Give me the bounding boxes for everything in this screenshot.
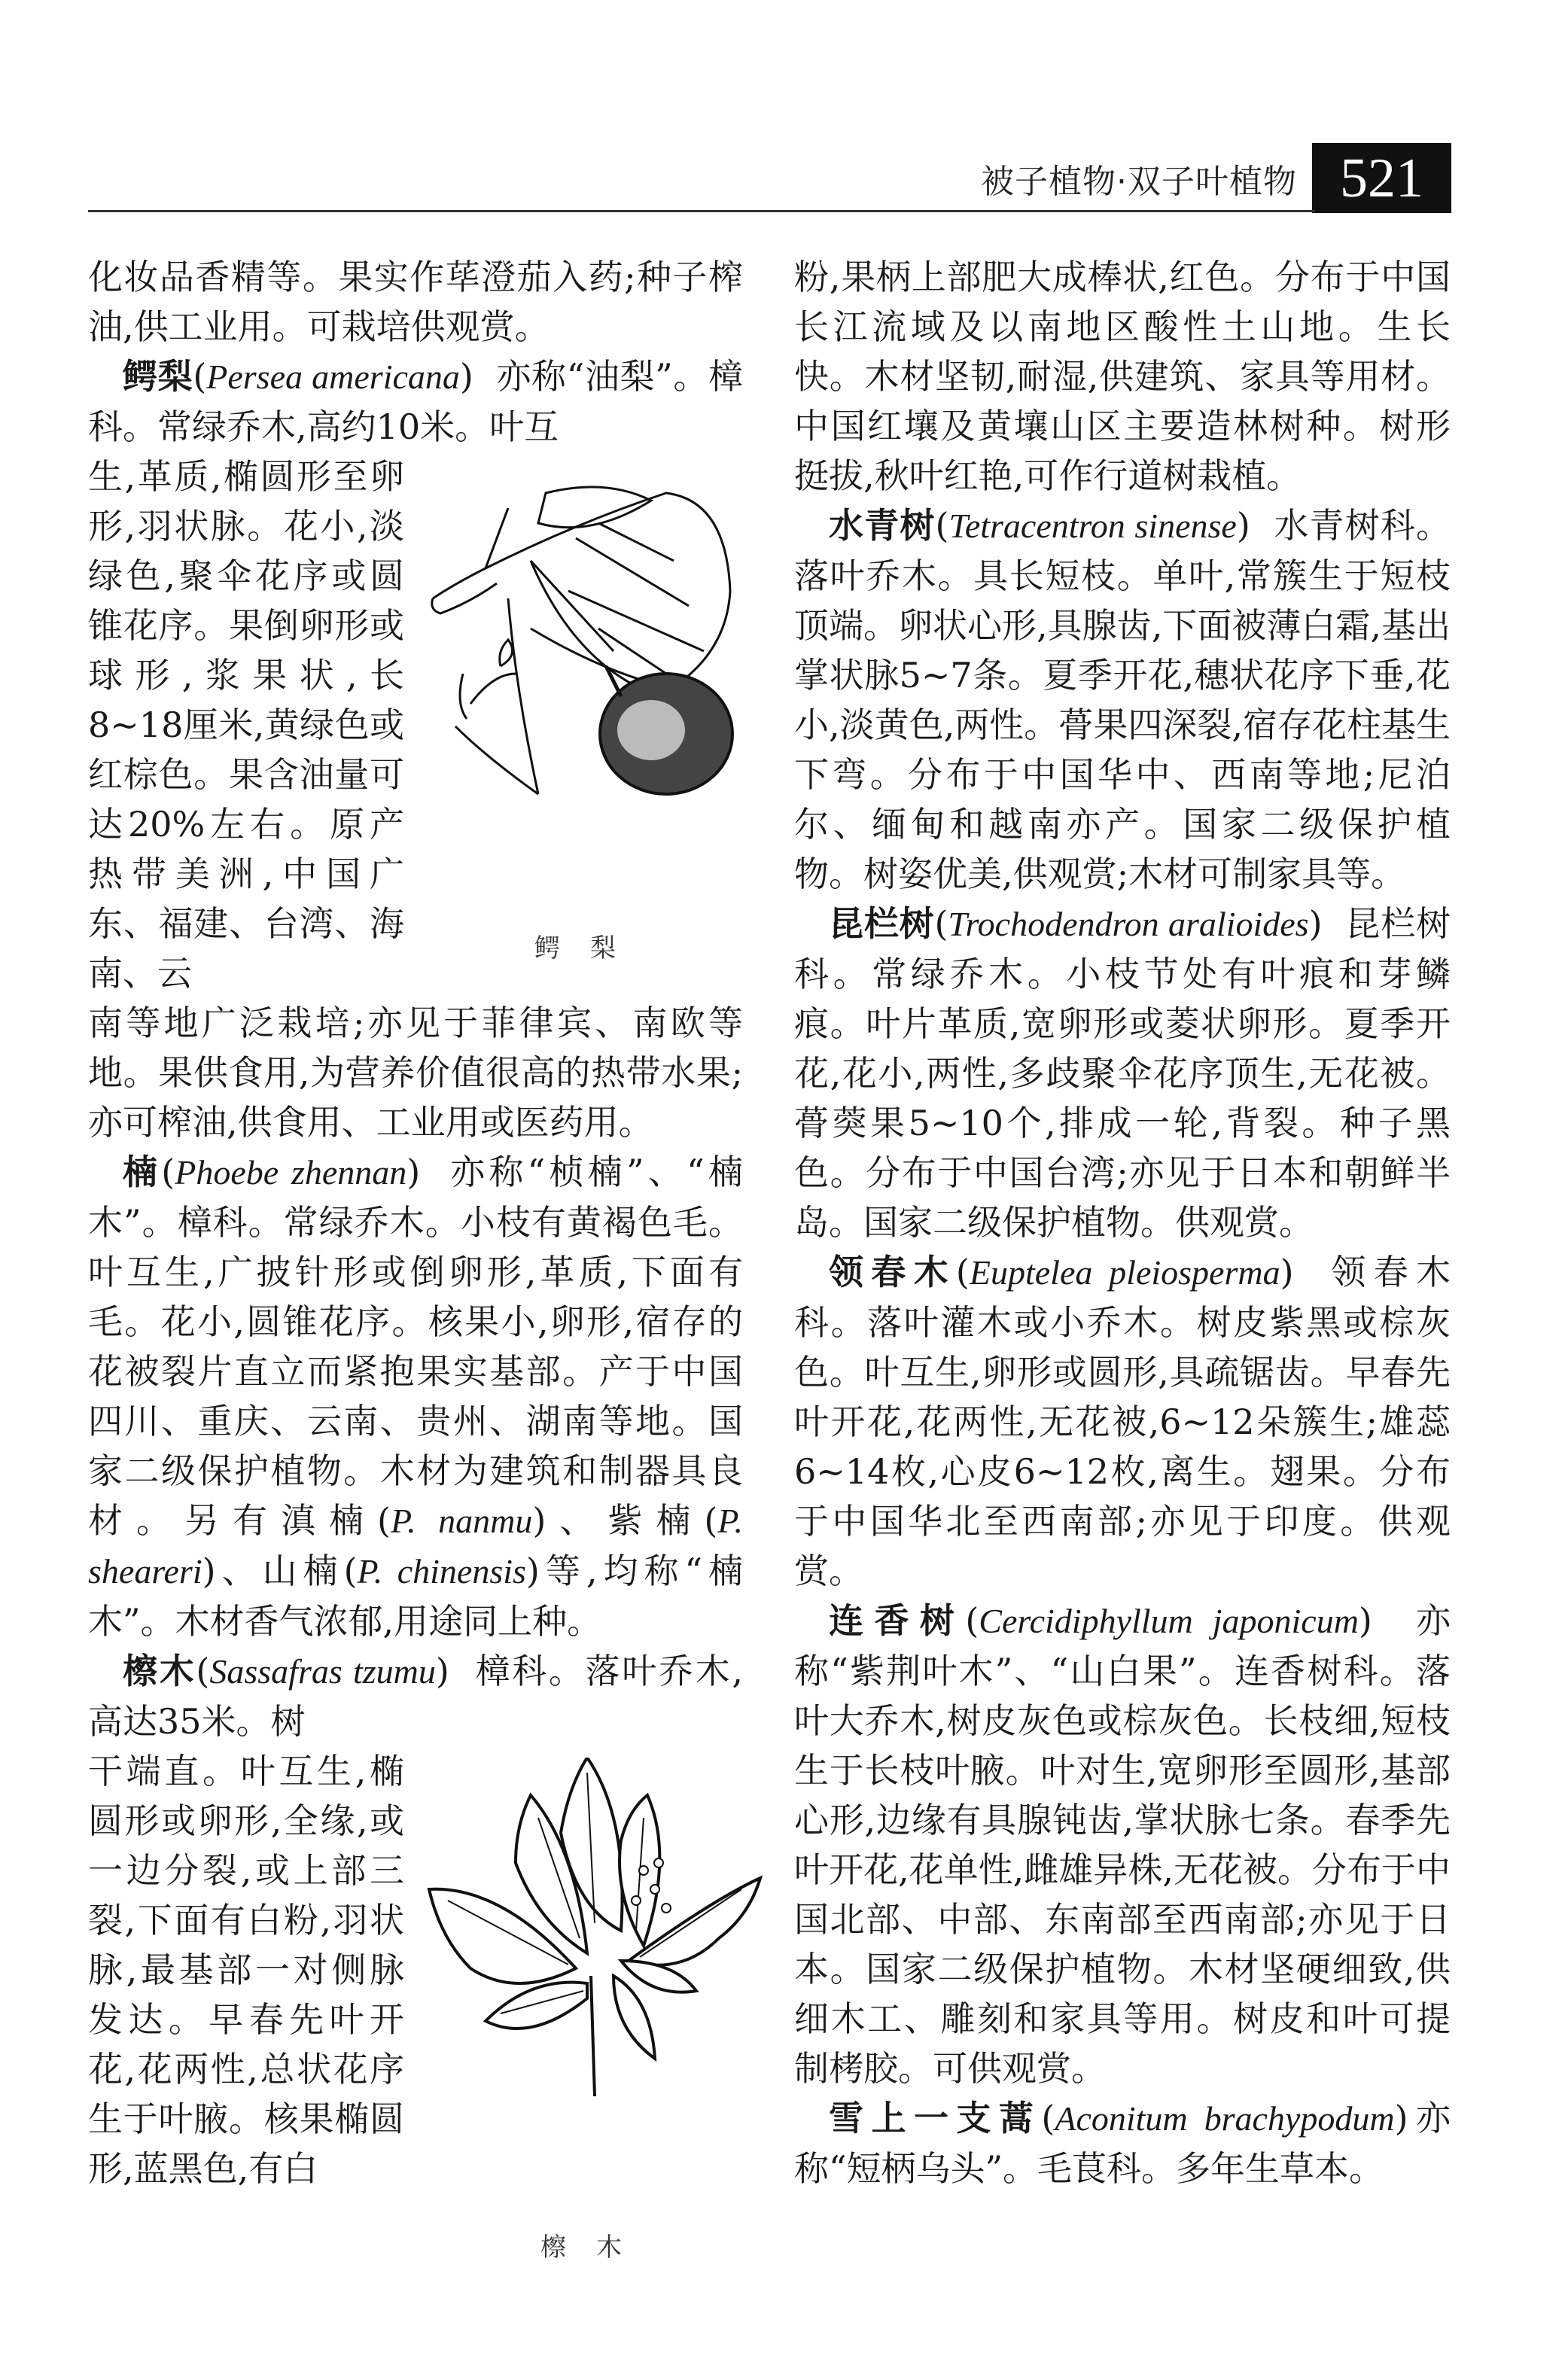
entry-title: 雪上一支蒿 [829, 2098, 1042, 2138]
entry-sassafras-wrapped-text: 干端直。叶互生,椭圆形或卵形,全缘,或一边分裂,或上部三裂,下面有白粉,羽状脉,最基部一对侧脉发达。早春先叶开花,花两性,总状花序生于叶腋。核果椭圆形,蓝黑色,有白 [88, 1751, 404, 2189]
avocado-illustration [425, 478, 741, 809]
entry-title: 鳄梨 [123, 356, 193, 397]
latin-name: Tetracentron sinense [948, 507, 1237, 545]
latin-name: Aconitum brachypodum [1055, 2099, 1395, 2138]
page-number-box [1312, 143, 1451, 213]
entry-avocado-heading-line: 鳄梨(Persea americana) 亦称“油梨”。樟科。常绿乔木,高约10米。叶互 [88, 356, 743, 447]
entry-text: 亦称“桢楠”、“楠木”。樟科。常绿乔木。小枝有黄褐色毛。叶互生,广披针形或倒卵形,革质,下面有毛。花小,圆锥花序。核果小,卵形,宿存的花被裂片直立而紧抱果实基部。产于中国四川、重庆、云南、贵州、湖南等地。国家二级保护植物。木材为建筑和制器具良材。另有滇楠( [88, 1152, 743, 1541]
entry-title: 楠 [123, 1152, 162, 1192]
entry-euptelea: 领春木(Euptelea pleiosperma) 领春木科。落叶灌木或小乔木。树皮紫黑或棕灰色。叶互生,卵形或圆形,具疏锯齿。早春先叶开花,花两性,无花被,6~12朵簇生;雄蕊6~14枚,心皮6~12枚,离生。翅果。分布于中国华北至西南部;亦见于印度。供观赏。 [794, 1252, 1451, 1591]
entry-phoebe: 楠(Phoebe zhennan) 亦称“桢楠”、“楠木”。樟科。常绿乔木。小枝有黄褐色毛。叶互生,广披针形或倒卵形,革质,下面有毛。花小,圆锥花序。核果小,卵形,宿存的花被裂片直立而紧抱果实基部。产于中国四川、重庆、云南、贵州、湖南等地。国家二级保护植物。木材为建筑和制器具良材。另有滇楠(P. nanmu)、紫楠(P. sheareri)、山楠(P. chinensis)等,均称“楠木”。木材香气浓郁,用途同上种。 [88, 1152, 743, 1642]
latin-name: P. nanmu [391, 1502, 533, 1540]
latin-name: Cercidiphyllum japonicum [979, 1602, 1359, 1640]
entry-avocado-wrapped-text: 生,革质,椭圆形至卵形,羽状脉。花小,淡绿色,聚伞花序或圆锥花序。果倒卵形或球形,浆果状,长8~18厘米,黄绿色或红棕色。果含油量可达20%左右。原产热带美洲,中国广东、福建、台湾、海南、云 [88, 456, 404, 994]
header-rule [88, 210, 1315, 212]
latin-name: Trochodendron aralioides [948, 905, 1309, 943]
latin-name: Sassafras tzumu [209, 1652, 436, 1691]
right-column [794, 252, 1451, 2193]
page-number: 521 [1340, 147, 1423, 209]
continued-paragraph: 化妆品香精等。果实作荜澄茄入药;种子榨油,供工业用。可栽培供观赏。 [88, 257, 743, 347]
latin-name: P. sheareri [88, 1502, 743, 1590]
entry-text: )等,均称“楠木”。木材香气浓郁,用途同上种。 [88, 1551, 743, 1642]
figure-caption: 檫木 [540, 2233, 652, 2263]
latin-name: P. chinensis [357, 1552, 526, 1590]
continued-paragraph: 粉,果柄上部肥大成棒状,红色。分布于中国长江流域及以南地区酸性土山地。生长快。木材坚韧,耐湿,供建筑、家具等用材。中国红壤及黄壤山区主要造林树种。树形挺拔,秋叶红艳,可作行道树栽植。 [794, 257, 1451, 496]
entry-cercidiphyllum: 连香树(Cercidiphyllum japonicum) 亦称“紫荆叶木”、“山白果”。连香树科。落叶大乔木,树皮灰色或棕灰色。长枝细,短枝生于长枝叶腋。叶对生,宽卵形至圆形,基部心形,边缘有具腺钝齿,掌状脉七条。春季先叶开花,花单性,雌雄异株,无花被。分布于中国北部、中部、东南部至西南部;亦见于日本。国家二级保护植物。木材坚硬细致,供细木工、雕刻和家具等用。树皮和叶可提制栲胶。可供观赏。 [794, 1600, 1451, 2089]
entry-aconitum: 雪上一支蒿(Aconitum brachypodum)亦称“短柄乌头”。毛茛科。多年生草本。 [794, 2098, 1451, 2189]
sassafras-illustration [425, 1758, 764, 2104]
running-header-title: 被子植物·双子叶植物 [981, 163, 1297, 201]
sassafras-leaf-icon [425, 1758, 764, 2104]
avocado-icon [425, 478, 741, 809]
entry-sassafras-heading-line: 檫木(Sassafras tzumu) 樟科。落叶乔木,高达35米。树 [88, 1651, 744, 1742]
entry-text: 亦称“短柄乌头”。毛茛科。多年生草本。 [794, 2098, 1451, 2189]
figure-caption: 鳄梨 [534, 933, 646, 963]
latin-name: Euptelea pleiosperma [969, 1253, 1280, 1292]
entry-title: 昆栏树 [829, 903, 935, 944]
latin-name: Phoebe zhennan [175, 1153, 407, 1192]
entry-text: )、山楠( [202, 1551, 358, 1591]
entry-text: 樟科。落叶乔木,高达35米。树 [88, 1651, 744, 1742]
entry-text: 亦称“紫荆叶木”、“山白果”。连香树科。落叶大乔木,树皮灰色或棕灰色。长枝细,短枝生于长枝叶腋。叶对生,宽卵形至圆形,基部心形,边缘有具腺钝齿,掌状脉七条。春季先叶开花,花单性,雌雄异株,无花被。分布于中国北部、中部、东南部至西南部;亦见于日本。国家二级保护植物。木材坚硬细致,供细木工、雕刻和家具等用。树皮和叶可提制栲胶。可供观赏。 [794, 1600, 1451, 2089]
entry-title: 连香树 [829, 1600, 966, 1641]
entry-tetracentron: 水青树(Tetracentron sinense) 水青树科。落叶乔木。具长短枝。单叶,常簇生于短枝顶端。卵状心形,具腺齿,下面被薄白霜,基出掌状脉5~7条。夏季开花,穗状花序下垂,花小,淡黄色,两性。蓇果四深裂,宿存花柱基生下弯。分布于中国华中、西南等地;尼泊尔、缅甸和越南亦产。国家二级保护植物。树姿优美,供观赏;木材可制家具等。 [794, 505, 1451, 894]
entry-text: 领春木科。落叶灌木或小乔木。树皮紫黑或棕灰色。叶互生,卵形或圆形,具疏锯齿。早春先叶开花,花两性,无花被,6~12朵簇生;雄蕊6~14枚,心皮6~12枚,离生。翅果。分布于中国华北至西南部;亦见于印度。供观赏。 [794, 1252, 1451, 1591]
entry-text: 昆栏树科。常绿乔木。小枝节处有叶痕和芽鳞痕。叶片革质,宽卵形或菱状卵形。夏季开花,花小,两性,多歧聚伞花序顶生,无花被。蓇葖果5~10个,排成一轮,背裂。种子黑色。分布于中国台湾;亦见于日本和朝鲜半岛。国家二级保护植物。供观赏。 [794, 903, 1451, 1243]
entry-text: )、紫楠( [532, 1500, 718, 1541]
entry-trochodendron: 昆栏树(Trochodendron aralioides) 昆栏树科。常绿乔木。小枝节处有叶痕和芽鳞痕。叶片革质,宽卵形或菱状卵形。夏季开花,花小,两性,多歧聚伞花序顶生,无花被。蓇葖果5~10个,排成一轮,背裂。种子黑色。分布于中国台湾;亦见于日本和朝鲜半岛。国家二级保护植物。供观赏。 [794, 903, 1451, 1243]
entry-text: 亦称“油梨”。樟科。常绿乔木,高约10米。叶互 [88, 356, 743, 447]
entry-title: 水青树 [829, 505, 936, 546]
entry-title: 领春木 [829, 1252, 956, 1292]
entry-title: 檫木 [123, 1651, 196, 1691]
latin-name: Persea americana [206, 358, 460, 396]
entry-avocado-text: 南等地广泛栽培;亦见于菲律宾、南欧等地。果供食用,为营养价值很高的热带水果;亦可榨油,供食用、工业用或医药用。 [88, 1003, 743, 1143]
entry-text: 水青树科。落叶乔木。具长短枝。单叶,常簇生于短枝顶端。卵状心形,具腺齿,下面被薄白霜,基出掌状脉5~7条。夏季开花,穗状花序下垂,花小,淡黄色,两性。蓇果四深裂,宿存花柱基生下弯。分布于中国华中、西南等地;尼泊尔、缅甸和越南亦产。国家二级保护植物。树姿优美,供观赏;木材可制家具等。 [794, 505, 1451, 894]
